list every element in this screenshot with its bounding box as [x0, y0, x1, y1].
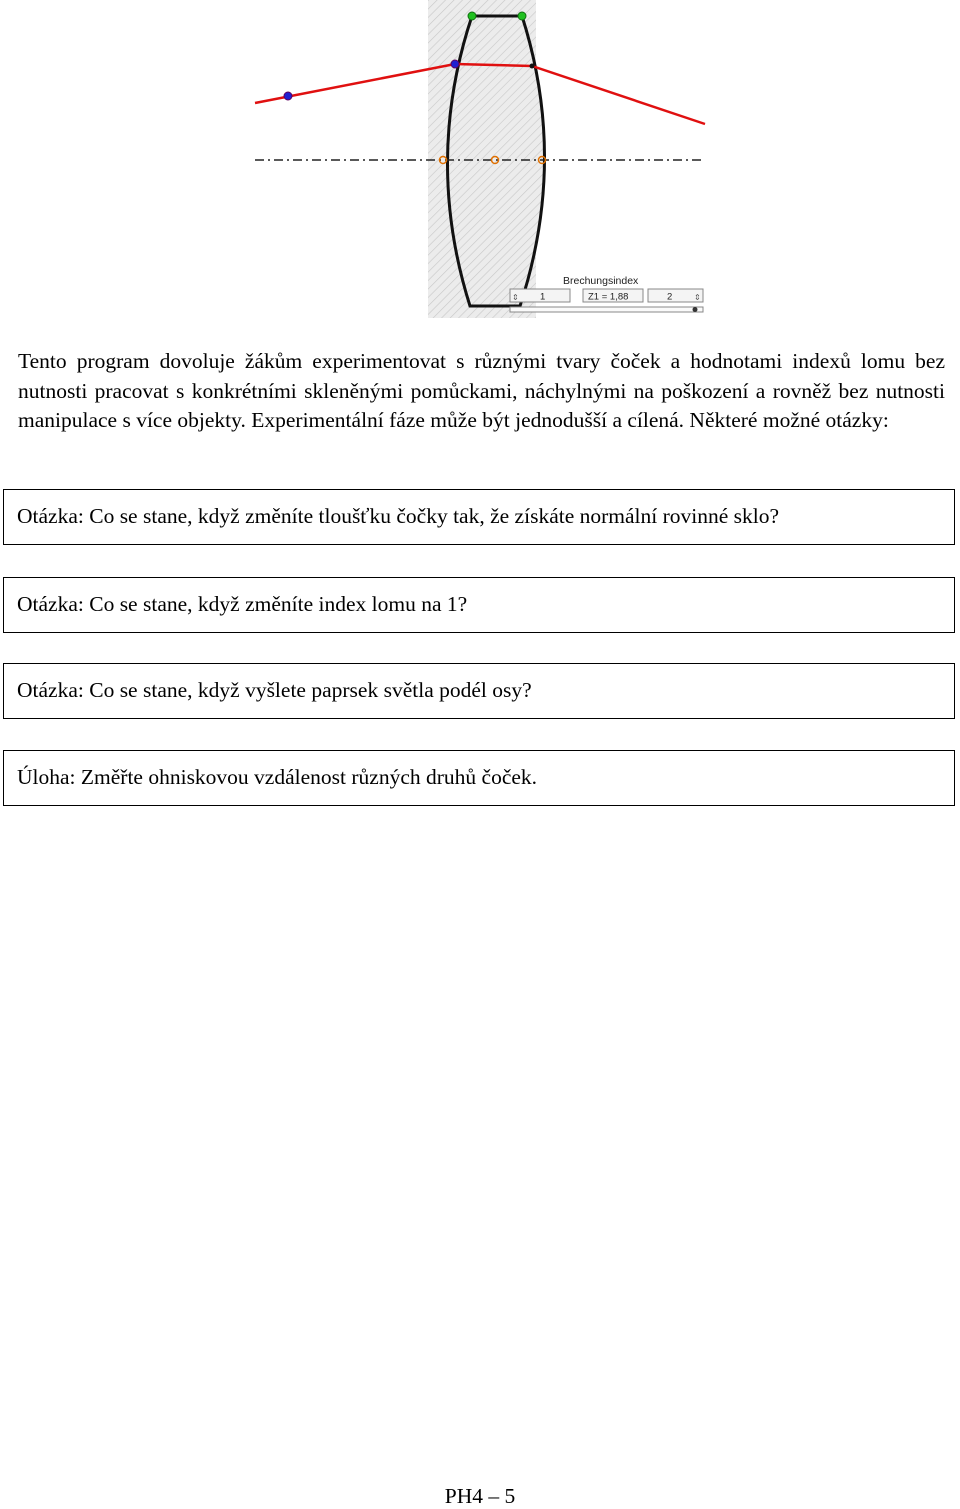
- question-box-thickness: [3, 489, 955, 545]
- footer-code: PH4: [444, 1484, 483, 1508]
- footer-dash: –: [488, 1484, 500, 1508]
- slider-min-label: 1: [540, 291, 546, 303]
- refractive-index-title: Brechungsindex: [563, 275, 639, 287]
- lens-shape[interactable]: [447, 16, 544, 306]
- question-box-refractive-index: [3, 577, 955, 633]
- question-text: Otázka: Co se stane, když vyšlete paprsek světla podél osy?: [17, 678, 532, 702]
- slider-value-label: Z1 = 1,88: [588, 291, 629, 303]
- slider-spin-arrows-left[interactable]: ⇕: [512, 293, 519, 302]
- lens-simulation-figure: [250, 0, 710, 320]
- intro-paragraph: Tento program dovoluje žákům experimentovat s různými tvary čoček a hodnotami indexů lomu bez nutnosti pracovat s konkrétními skleněnými pomůckami, náchylnými na poškození a rovněž bez nutnosti manipulace s více objekty. Experimentální fáze může být jednodušší a cílená. Některé možné otázky:: [18, 349, 945, 432]
- task-text: Úloha: Změřte ohniskovou vzdálenost různých druhů čoček.: [17, 765, 538, 789]
- page-footer: [0, 1484, 960, 1509]
- lens-top-left-handle[interactable]: [468, 12, 476, 20]
- question-text: Otázka: Co se stane, když změníte index lomu na 1?: [17, 592, 468, 616]
- slider-max-label: 2: [667, 291, 673, 303]
- lens-top-right-handle[interactable]: [518, 12, 526, 20]
- ray-source-handle[interactable]: [284, 92, 292, 100]
- footer-page-number: 5: [504, 1484, 516, 1508]
- ray-entry-handle[interactable]: [451, 60, 459, 68]
- task-box-focal-length: [3, 750, 955, 806]
- question-box-ray-along-axis: [3, 663, 955, 719]
- slider-spin-arrows-right[interactable]: ⇕: [694, 293, 701, 302]
- slider-track[interactable]: [510, 307, 703, 312]
- question-text: Otázka: Co se stane, když změníte tloušťku čočky tak, že získáte normální rovinné sklo?: [17, 504, 780, 528]
- refractive-index-panel: [510, 275, 703, 312]
- ray-exit-point: [530, 64, 535, 69]
- slider-thumb[interactable]: [693, 307, 698, 312]
